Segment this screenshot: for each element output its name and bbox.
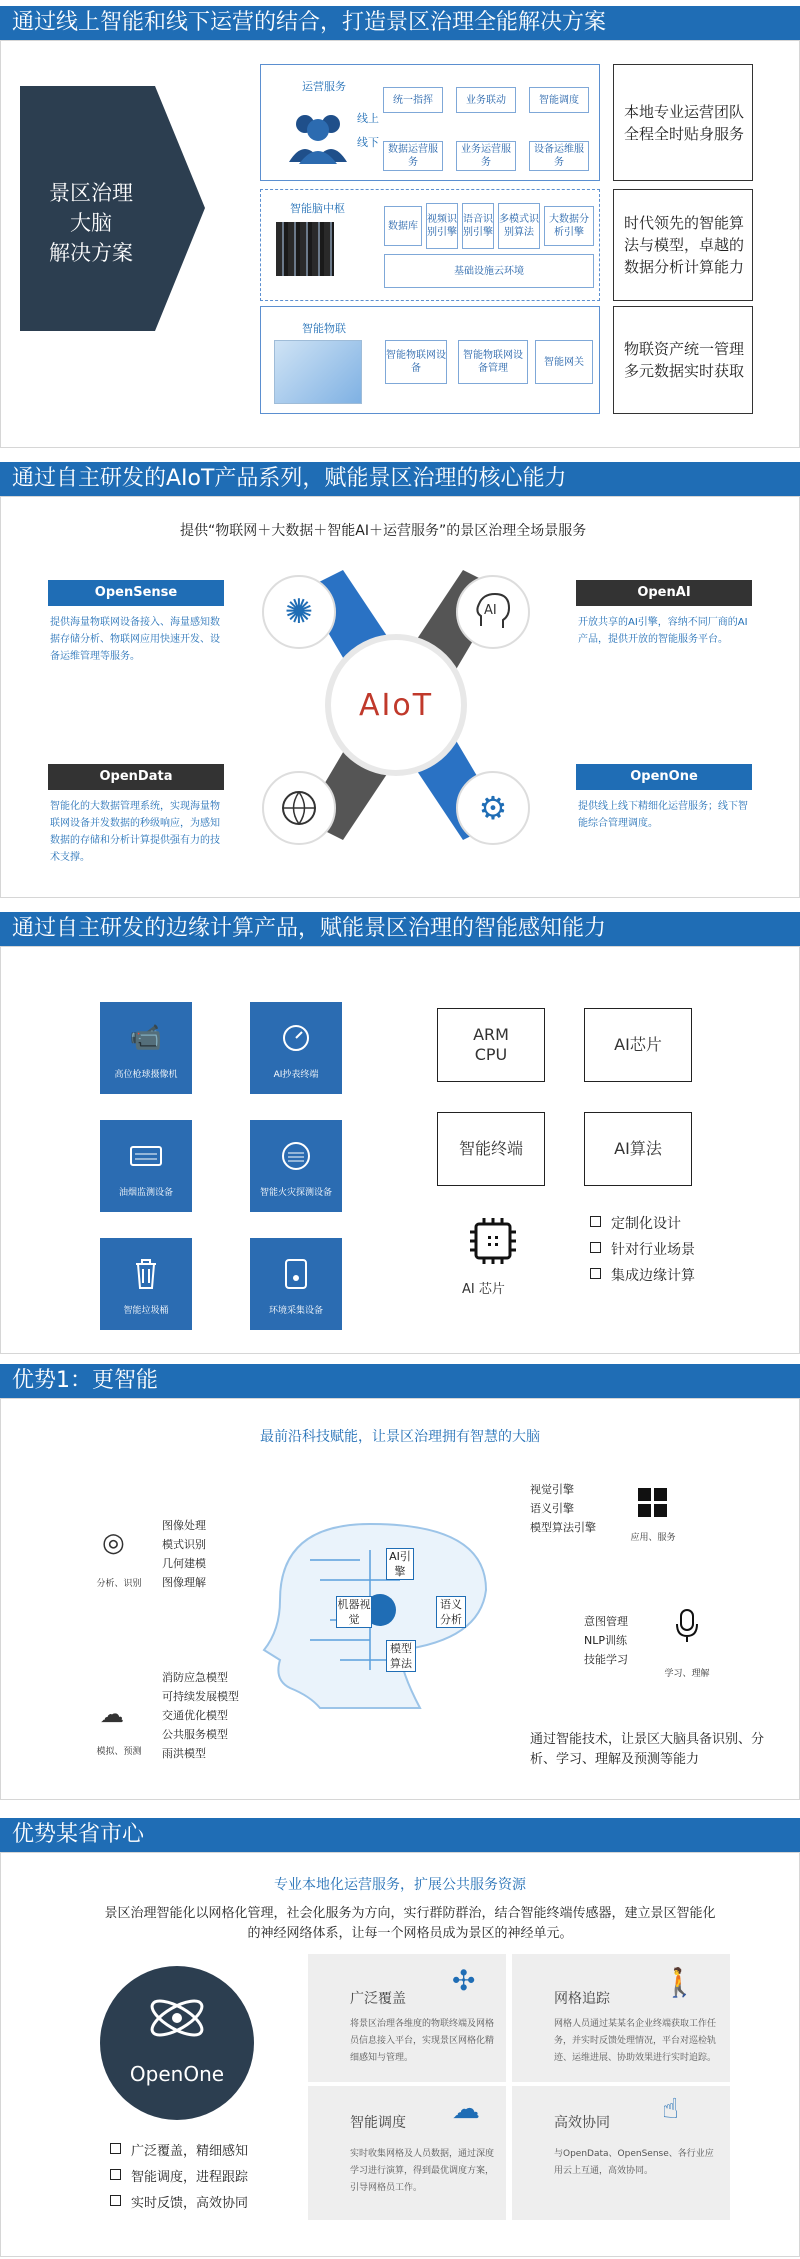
- brain-box-video: 视频识别引擎: [426, 203, 458, 249]
- ops-box-business: 业务运营服务: [456, 141, 516, 171]
- camera-icon: 📹: [129, 1023, 163, 1053]
- opendata-header: OpenData: [48, 764, 224, 790]
- tile-camera: 📹 高位枪球摄像机: [100, 1002, 192, 1094]
- section3-title: 通过自主研发的边缘计算产品，赋能景区治理的智能感知能力: [12, 916, 607, 941]
- sec5-bullet-coverage: 广泛覆盖，精细感知: [110, 2142, 248, 2162]
- right-mid-list: 意图管理 NLP训练 技能学习: [584, 1615, 628, 1666]
- iot-devices-image: [274, 340, 362, 404]
- sec4-subtitle: 最前沿科技赋能，让景区治理拥有智慧的大脑: [260, 1429, 540, 1445]
- sec5-intro: 景区治理智能化以网格化管理，社会化服务为方向，实行群防群治，结合智能终端传感器，建立景区智能化的神经网络体系，让每一个网格员成为景区的神经单元。: [104, 1906, 716, 1941]
- eye-icon-label: 分析、识别: [96, 1579, 142, 1589]
- iot-box-device-mgmt: 智能物联网设备管理: [458, 340, 528, 384]
- section4-title: 优势1：更智能: [12, 1368, 158, 1393]
- opendata-desc: 智能化的大数据管理系统，实现海量物联网设备并发数据的秒级响应，为感知数据的存储和分析计算提供强有力的技术支撑。: [50, 801, 220, 863]
- right-box-algorithm: 时代领先的智能算法与模型，卓越的数据分析计算能力: [613, 189, 753, 301]
- smoke-sensor-icon: [100, 1136, 192, 1176]
- section1-title-bar: [0, 6, 800, 40]
- atom-icon: [145, 1986, 209, 2050]
- card-scheduling-title: 智能调度: [350, 2115, 406, 2131]
- chip-label: AI 芯片: [462, 1282, 505, 1297]
- sec5-bullet-feedback: 实时反馈，高效协同: [110, 2194, 248, 2214]
- card-scheduling-desc: 实时收集网格及人员数据，通过深度学习进行演算，得到最优调度方案，引导网格员工作。: [350, 2149, 495, 2193]
- walker-icon: 🚶: [662, 1966, 697, 1999]
- section1-title: 通过线上智能和线下运营的结合，打造景区治理全能解决方案: [12, 10, 607, 35]
- card-coverage-title: 广泛覆盖: [350, 1991, 406, 2007]
- tile-meter: AI抄表终端: [250, 1002, 342, 1094]
- eye-icon: ◎: [102, 1528, 125, 1558]
- iot-box-device: 智能物联网设备: [385, 340, 447, 384]
- section2-title-bar: [0, 462, 800, 496]
- openone-logo-text: OpenOne: [129, 2062, 225, 2086]
- right-box-team: 本地专业运营团队全程全时贴身服务: [613, 64, 753, 181]
- brain-center-label: 智能脑中枢: [290, 202, 345, 215]
- openone-desc: 提供线上线下精细化运营服务；线下智能综合管理调度。: [578, 801, 748, 829]
- left-bottom-list: 消防应急模型 可持续发展模型 交通优化模型 公共服务模型 雨洪模型: [162, 1671, 239, 1760]
- section3-title-bar: [0, 912, 800, 946]
- card-ai-chip: AI芯片: [584, 1008, 692, 1082]
- card-ai-algorithm: AI算法: [584, 1112, 692, 1186]
- globe-icon: [262, 771, 336, 845]
- env-sensor-icon: [250, 1254, 342, 1294]
- section5-title: 优势某省市心: [12, 1822, 145, 1847]
- tile-smoke: 油烟监测设备: [100, 1120, 192, 1212]
- right-top-list: 视觉引擎 语义引擎 模型算法引擎: [530, 1483, 596, 1534]
- microphone-label: 学习、理解: [664, 1669, 710, 1679]
- brain-box-multimode: 多模式识别算法: [498, 203, 540, 249]
- ops-box-linkage: 业务联动: [456, 87, 516, 113]
- sec5-bullet-dispatch: 智能调度，进程跟踪: [110, 2168, 248, 2188]
- section5-title-bar: [0, 1818, 800, 1852]
- brain-label-semantic: 语义分析: [436, 1596, 466, 1628]
- right-box-assets: 物联资产统一管理多元数据实时获取: [613, 306, 753, 414]
- bullet-industry: 针对行业场景: [590, 1240, 695, 1260]
- brain-head-graphic: [250, 1520, 510, 1714]
- ops-box-data: 数据运营服务: [383, 141, 443, 171]
- people-icon: [285, 108, 351, 168]
- opensense-header: OpenSense: [48, 580, 224, 606]
- opensense-desc: 提供海量物联网设备接入、海量感知数据存储分析、物联网应用快速开发、设备运维管理等服务。: [50, 617, 220, 662]
- simulate-icon-label: 模拟、预测: [96, 1747, 142, 1757]
- simulate-icon: ☁: [100, 1700, 124, 1728]
- sec5-subtitle: 专业本地化运营服务，扩展公共服务资源: [274, 1877, 526, 1893]
- card-coverage-desc: 将景区治理各维度的物联终端及网格员信息接入平台，实现景区网格化精细感知与管理。: [350, 2019, 495, 2063]
- openone-header: OpenOne: [576, 764, 752, 790]
- microphone-icon: [674, 1608, 700, 1648]
- touch-icon: ☝: [662, 2092, 680, 2125]
- brain-box-db: 数据库: [384, 206, 422, 246]
- section2-title: 通过自主研发的AIoT产品系列，赋能景区治理的核心能力: [12, 466, 567, 491]
- network-nodes-icon: ✣: [452, 1964, 476, 1997]
- brain-label-model: 模型算法: [386, 1640, 416, 1672]
- chip-icon: [466, 1214, 520, 1272]
- meter-icon: [250, 1018, 342, 1058]
- iot-box-gateway: 智能网关: [535, 340, 593, 384]
- grid-apps-icon: [638, 1488, 668, 1522]
- aiot-center-circle: [325, 634, 467, 776]
- openai-header: OpenAI: [576, 580, 752, 606]
- cloud-icon: ☁: [452, 2092, 480, 2125]
- card-arm-cpu: ARM CPU: [437, 1008, 545, 1082]
- openai-desc: 开放共享的AI引擎，容纳不同厂商的AI产品，提供开放的智能服务平台。: [578, 617, 748, 645]
- card-smart-terminal: 智能终端: [437, 1112, 545, 1186]
- brain-label-vision: 机器视觉: [337, 1598, 371, 1626]
- card-collaboration-desc: 与OpenData、OpenSense、各行业应用云上互通，高效协同。: [554, 2149, 714, 2176]
- ops-box-maintenance: 设备运维服务: [529, 141, 589, 171]
- aiot-center-label: AIoT: [358, 687, 434, 723]
- tile-trash: 智能垃圾桶: [100, 1238, 192, 1330]
- brain-label-ai-engine: AI引擎: [386, 1548, 414, 1580]
- fire-detector-icon: [250, 1136, 342, 1176]
- server-rack-image: [276, 222, 334, 276]
- bullet-custom: 定制化设计: [590, 1214, 681, 1234]
- sec4-conclusion: 通过智能技术，让景区大脑具备识别、分析、学习、理解及预测等能力: [530, 1732, 765, 1767]
- iot-label: 智能物联: [302, 322, 346, 335]
- grid-apps-label: 应用、服务: [630, 1533, 676, 1543]
- brain-box-cloud: 基础设施云环境: [384, 254, 594, 288]
- card-tracking-title: 网格追踪: [554, 1991, 610, 2007]
- card-tracking-desc: 网格人员通过某某名企业终端获取工作任务，并实时反馈处理情况，平台对巡检轨迹、运维进展、协助效果进行实时追踪。: [554, 2019, 717, 2063]
- tile-env: 环境采集设备: [250, 1238, 342, 1330]
- brain-box-voice: 语音识别引擎: [462, 203, 494, 249]
- network-icon: ✺: [262, 575, 336, 649]
- tile-fire: 智能火灾探测设备: [250, 1120, 342, 1212]
- ops-service-label: 运营服务: [302, 80, 346, 93]
- aiot-intro: 提供“物联网＋大数据＋智能AI＋运营服务”的景区治理全场景服务: [180, 523, 587, 539]
- online-label: 线上: [357, 112, 379, 125]
- ops-box-dispatch: 智能调度: [529, 87, 589, 113]
- offline-label: 线下: [357, 136, 379, 149]
- bullet-edge: 集成边缘计算: [590, 1266, 695, 1286]
- brain-box-bigdata: 大数据分析引擎: [544, 206, 594, 246]
- ai-head-icon: AI: [456, 575, 530, 649]
- trash-icon: [100, 1254, 192, 1294]
- section4-title-bar: [0, 1364, 800, 1398]
- solution-label: 景区治理 大脑 解决方案: [49, 181, 133, 265]
- ops-box-command: 统一指挥: [383, 87, 443, 113]
- left-top-list: 图像处理 模式识别 几何建模 图像理解: [162, 1519, 206, 1589]
- card-collaboration-title: 高效协同: [554, 2115, 610, 2131]
- gears-icon: ⚙: [456, 771, 530, 845]
- openone-logo-circle: [100, 1966, 254, 2120]
